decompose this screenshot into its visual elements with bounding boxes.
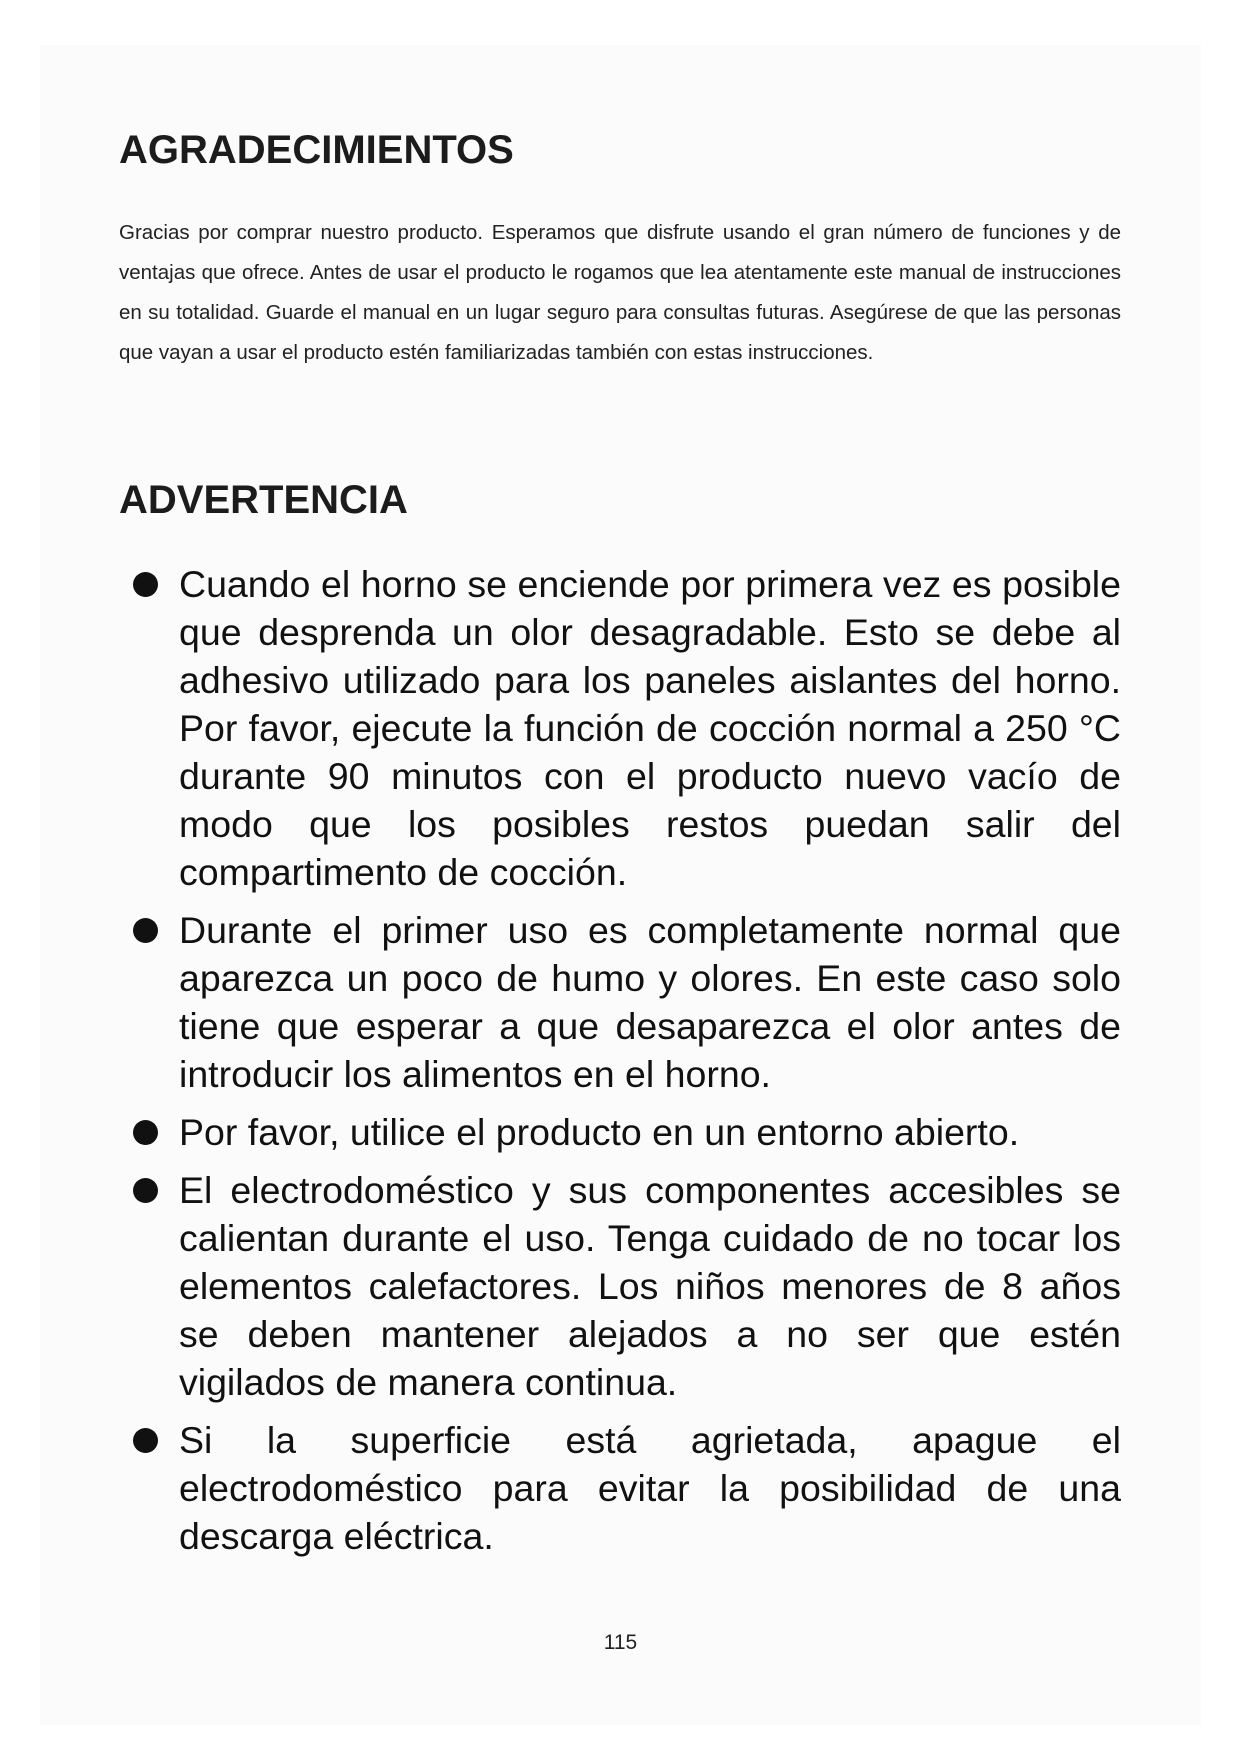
warning-list — [119, 560, 1121, 1560]
warning-text: El electrodoméstico y sus componentes accesibles se calientan durante el uso. Tenga cuidado de no tocar los elementos calefactores. Los niños menores de 8 años se deben mantener alejados a no ser que estén vigilados de manera continua. — [179, 1169, 1121, 1403]
warning-text: Durante el primer uso es completamente normal que aparezca un poco de humo y olores. En este caso solo tiene que esperar a que desaparezca el olor antes de introducir los alimentos en el horno. — [179, 909, 1121, 1095]
warning-heading: ADVERTENCIA — [119, 478, 408, 522]
warning-text: Por favor, utilice el producto en un entorno abierto. — [179, 1111, 1020, 1153]
acknowledgements-paragraph: Gracias por comprar nuestro producto. Esperamos que disfrute usando el gran número de funciones y de ventajas que ofrece. Antes de usar el producto le rogamos que lea atentamente este manual de instrucciones en su totalidad. Guarde el manual en un lugar seguro para consultas futuras. Asegúrese de que las personas que vayan a usar el producto estén familiarizadas también con estas instrucciones. — [119, 221, 1121, 364]
bullet-icon — [133, 918, 158, 943]
warning-item — [119, 560, 1121, 896]
bullet-icon — [133, 1178, 158, 1203]
bullet-icon — [133, 1120, 158, 1145]
warning-text: Si la superficie está agrietada, apague el electrodoméstico para evitar la posibilidad de una descarga eléctrica. — [179, 1419, 1121, 1557]
bullet-icon — [133, 1428, 158, 1453]
bullet-icon — [133, 572, 158, 597]
warning-item — [119, 1416, 1121, 1560]
warning-text: Cuando el horno se enciende por primera vez es posible que desprenda un olor desagradable. Esto se debe al adhesivo utilizado para los paneles aislantes del horno. Por favor, ejecute la función de cocción normal a 250 °C durante 90 minutos con el producto nuevo vacío de modo que los posibles restos puedan salir del compartimento de cocción. — [179, 563, 1121, 893]
warning-item — [119, 1108, 1121, 1156]
page-number: 115 — [603, 1631, 638, 1654]
warning-item — [119, 1166, 1121, 1406]
warning-item — [119, 906, 1121, 1098]
acknowledgements-heading: AGRADECIMIENTOS — [119, 128, 514, 172]
